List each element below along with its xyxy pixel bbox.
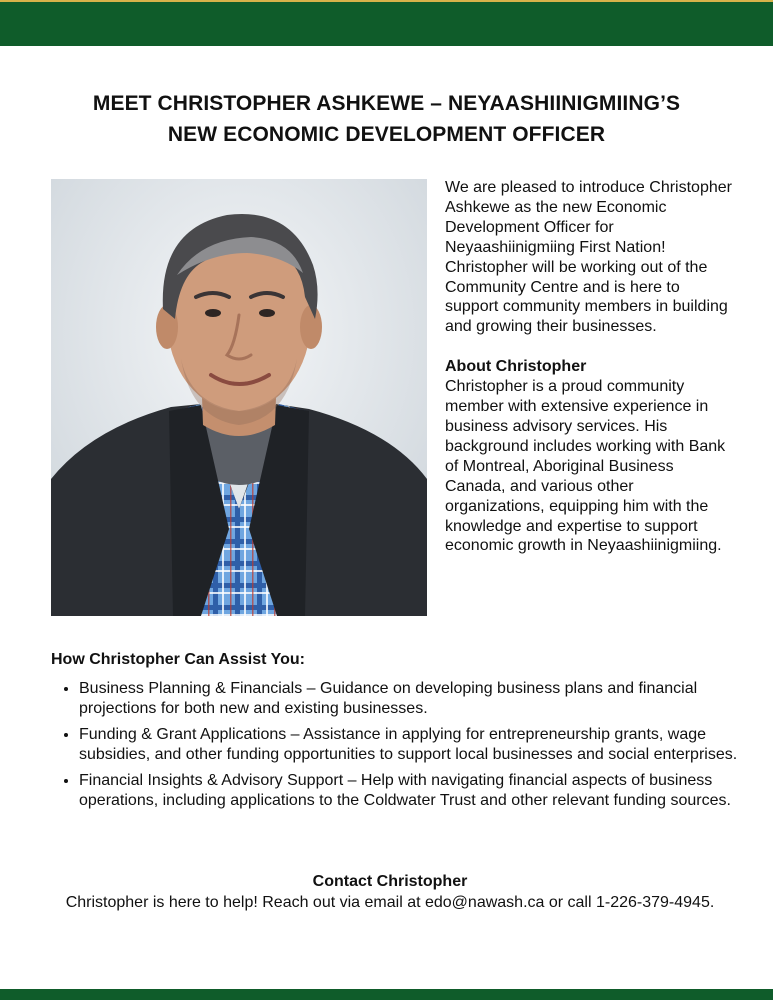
contact-heading: Contact Christopher	[312, 873, 468, 890]
assist-list	[51, 679, 741, 810]
intro-paragraph: We are pleased to introduce Christopher Ashkewe as the new Economic Development Officer for Neyaashiinigmiing First Nation! Christopher will be working out of the Community Centre and is here to support community members in building and growing their businesses.	[445, 179, 732, 336]
intro-column	[445, 178, 737, 556]
footer-banner	[0, 989, 773, 1000]
list-item: • Financial Insights & Advisory Support – Help with navigating financial aspects of business operations, including applications to the Coldwater Trust and other relevant funding sources.	[79, 771, 741, 811]
about-heading: About Christopher	[445, 358, 587, 376]
header-banner	[0, 0, 773, 46]
portrait-photo	[51, 179, 427, 616]
assist-section	[51, 650, 741, 816]
list-item: • Business Planning & Financials – Guidance on developing business plans and financial projections for both new and existing businesses.	[79, 679, 741, 719]
page-title-line-2: NEW ECONOMIC DEVELOPMENT OFFICER	[167, 123, 606, 146]
list-item: • Funding & Grant Applications – Assistance in applying for entrepreneurship grants, wage subsidies, and other funding opportunities to support local businesses and social enterprises.	[79, 725, 741, 765]
assist-heading: How Christopher Can Assist You:	[51, 651, 305, 668]
about-paragraph: Christopher is a proud community member with extensive experience in business advisory services. His background includes working with Bank of Montreal, Aboriginal Business Canada, and various other organizations, equipping him with the knowledge and expertise to support economic growth in Neyaashiinigmiing.	[445, 378, 726, 555]
portrait-illustration	[51, 179, 427, 616]
contact-text: Christopher is here to help! Reach out via email at edo@nawash.ca or call 1-226-379-4945.	[65, 894, 715, 911]
contact-section	[60, 872, 720, 913]
page-title	[40, 88, 733, 150]
page-title-line-1: MEET CHRISTOPHER ASHKEWE – NEYAASHIINIGMIING’S	[92, 92, 681, 115]
